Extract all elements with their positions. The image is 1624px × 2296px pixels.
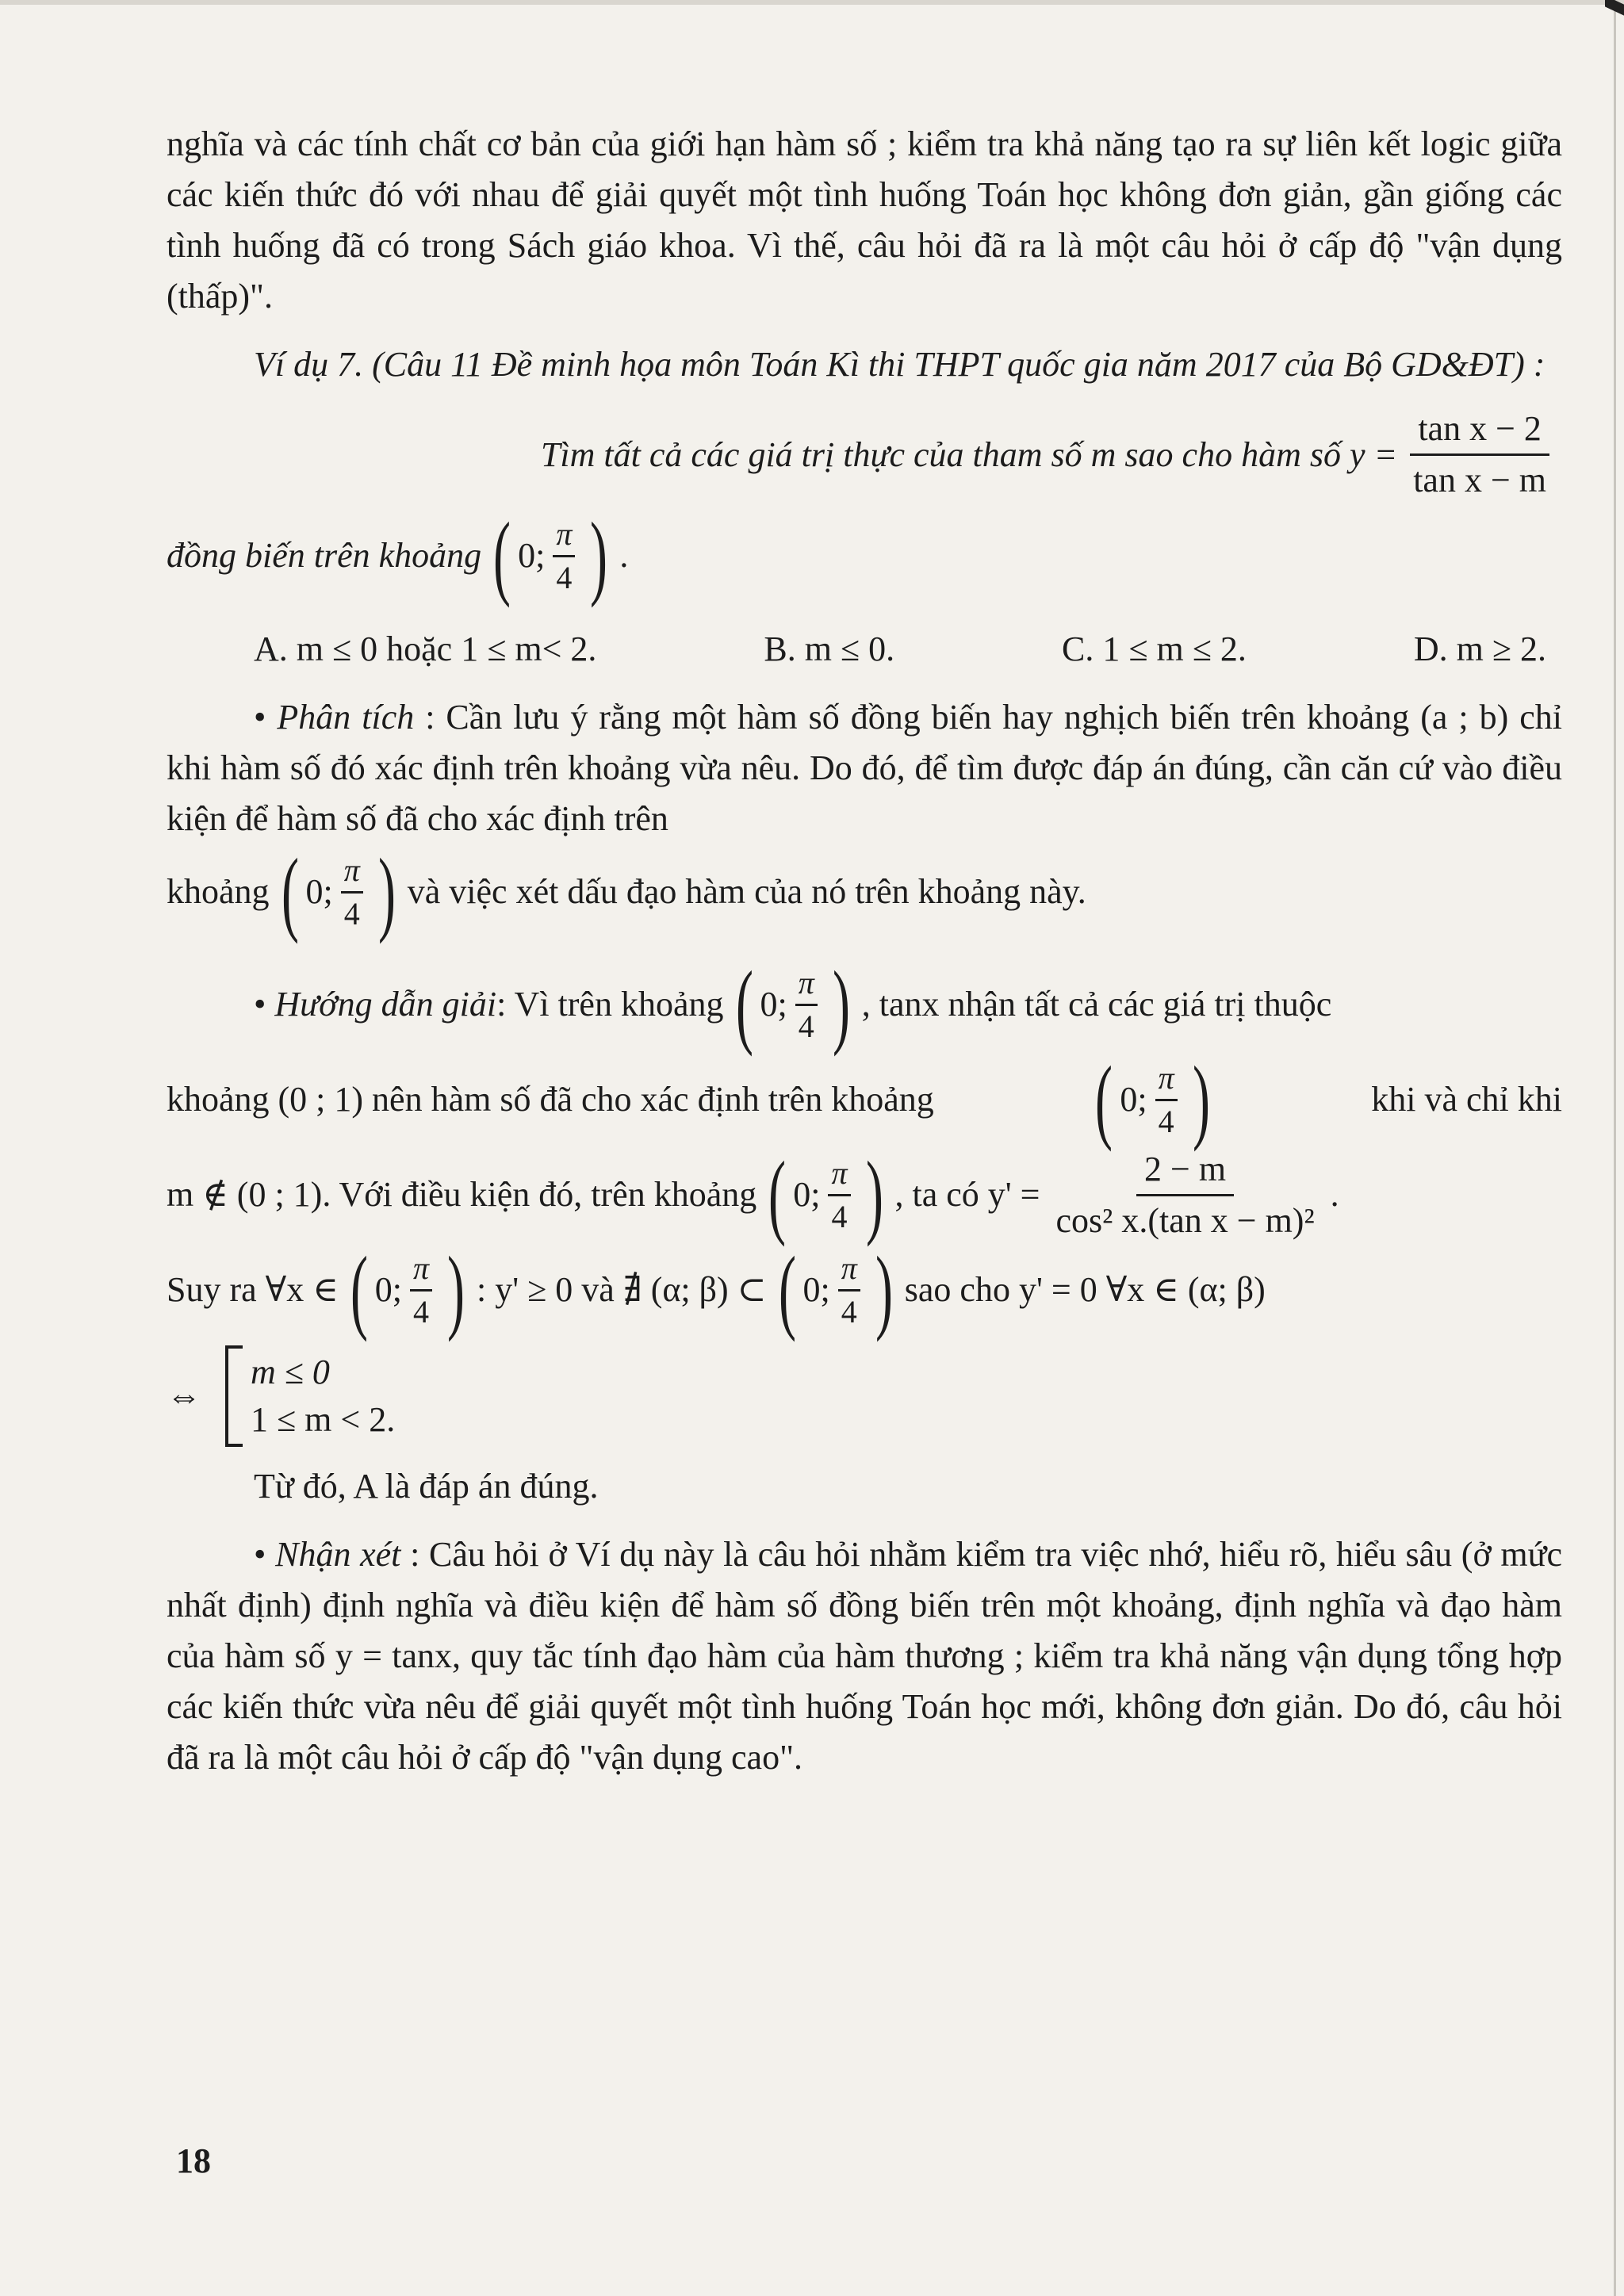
guide-line3-mid: , ta có y' =	[894, 1175, 1040, 1214]
interval-left: 0;	[374, 1270, 402, 1309]
equivalence-system	[167, 1345, 1562, 1447]
analysis-paragraph	[167, 692, 1562, 844]
pi-over-4	[410, 1251, 432, 1330]
bullet: •	[254, 698, 266, 737]
page-right-edge	[1614, 0, 1616, 2296]
interval-0-pi4: ( 0; $\frac{\pi}{4}$ )	[735, 951, 850, 1057]
pi-over-4	[1155, 1061, 1178, 1139]
guide-label: Hướng dẫn giải	[274, 985, 497, 1024]
interval-0-pi4: ( 0; $\frac{\pi}{4}$ )	[1095, 1047, 1210, 1152]
denominator-4: 4	[343, 895, 360, 932]
denominator-4: 4	[556, 559, 573, 595]
condition-2: 1 ≤ m < 2.	[251, 1400, 396, 1439]
pi-symbol: π	[828, 1156, 850, 1196]
pi-symbol: π	[341, 853, 363, 894]
remark-label: Nhận xét	[275, 1535, 401, 1574]
condition-1: m ≤ 0	[251, 1353, 330, 1391]
denominator-4: 4	[413, 1293, 429, 1330]
function-fraction	[1405, 408, 1554, 502]
question-line2-prefix: đồng biến trên khoảng	[167, 536, 482, 575]
function-numerator: tan x − 2	[1410, 408, 1549, 456]
guide-line-4	[167, 1237, 1562, 1342]
example-heading: Ví dụ 7. (Câu 11 Đề minh họa môn Toán Kì thi THPT quốc gia năm 2017 của Bộ GD&ĐT) :	[254, 345, 1545, 384]
intro-paragraph: nghĩa và các tính chất cơ bản của giới hạn hàm số ; kiểm tra khả năng tạo ra sự liên kết logic giữa các kiến thức đó với nhau để giải quyết một tình huống Toán học không đơn giản, gần giống các tình huống đã có trong Sách giáo khoa. Vì thế, câu hỏi đã ra là một câu hỏi ở cấp độ "vận dụng (thấp)".	[167, 124, 1562, 316]
denominator-4: 4	[798, 1008, 814, 1044]
equivalence-symbol: ⇔	[167, 1376, 201, 1415]
question-lead: Tìm tất cả các giá trị thực của tham số m sao cho hàm số y =	[540, 434, 1398, 474]
denominator-4: 4	[1158, 1103, 1174, 1139]
denominator-4: 4	[841, 1293, 857, 1330]
question-line-1	[167, 408, 1562, 502]
analysis-line2-suffix: và việc xét dấu đạo hàm của nó trên khoảng này.	[407, 872, 1086, 911]
pi-over-4	[838, 1251, 860, 1330]
interval-left: 0;	[1120, 1080, 1147, 1119]
guide-line-2	[167, 1047, 1562, 1152]
pi-over-4	[795, 966, 818, 1044]
guide-line3-suffix: .	[1330, 1175, 1339, 1214]
option-d: D. m ≥ 2.	[1413, 629, 1546, 668]
pi-symbol: π	[838, 1251, 860, 1292]
interval-left: 0;	[793, 1175, 821, 1214]
guide-line2-suffix: khi và chỉ khi	[1371, 1080, 1562, 1119]
analysis-line-2	[167, 839, 1562, 944]
pi-over-4	[828, 1156, 850, 1234]
guide-line-1	[167, 951, 1562, 1057]
pi-symbol: π	[553, 517, 575, 557]
page-body	[167, 119, 1562, 1783]
guide-line4-prefix: Suy ra ∀x ∈	[167, 1270, 339, 1309]
derivative-denominator: cos² x.(tan x − m)²	[1055, 1200, 1315, 1240]
pi-over-4	[553, 517, 575, 595]
conclusion: Từ đó, A là đáp án đúng.	[254, 1467, 599, 1506]
interval-left: 0;	[305, 872, 333, 911]
option-a: A. m ≤ 0 hoặc 1 ≤ m< 2.	[254, 629, 597, 668]
interval-left: 0;	[802, 1270, 830, 1309]
guide-line-3	[167, 1142, 1562, 1247]
guide-line2-prefix: khoảng (0 ; 1) nên hàm số đã cho xác định trên khoảng	[167, 1080, 934, 1119]
remark-text: : Câu hỏi ở Ví dụ này là câu hỏi nhằm kiểm tra việc nhớ, hiểu rõ, hiểu sâu (ở mức nhất định) định nghĩa và điều kiện để hàm số đồng biến trên một khoảng, định nghĩa và đạo hàm của hàm số y = tanx, quy tắc tính đạo hàm của hàm thương ; kiểm tra khả năng vận dụng tổng hợp các kiến thức vừa nêu để giải quyết một tình huống Toán học mới, không đơn giản. Do đó, câu hỏi đã ra là một câu hỏi ở cấp độ "vận dụng cao".	[167, 1535, 1563, 1777]
pi-symbol: π	[795, 966, 818, 1006]
page-top-edge	[0, 0, 1624, 5]
interval-left: 0;	[518, 536, 546, 575]
option-b: B. m ≤ 0.	[764, 629, 895, 668]
interval-0-pi4: ( 0; $\frac{\pi}{4}$ )	[778, 1237, 893, 1342]
bullet: •	[254, 985, 266, 1024]
bracket-bar	[225, 1345, 243, 1447]
condition-bracket	[225, 1345, 395, 1447]
interval-0-pi4: ( 0; $\frac{\pi}{4}$ )	[493, 503, 608, 608]
guide-line4-mid: : y' ≥ 0 và ∄ (α; β) ⊂	[477, 1270, 767, 1309]
option-c: C. 1 ≤ m ≤ 2.	[1062, 629, 1247, 668]
guide-line4-suffix: sao cho y' = 0 ∀x ∈ (α; β)	[904, 1270, 1266, 1309]
remark-paragraph	[167, 1529, 1562, 1783]
guide-line1-prefix: : Vì trên khoảng	[496, 985, 724, 1024]
analysis-text: : Cần lưu ý rằng một hàm số đồng biến hay nghịch biến trên khoảng (a ; b) chỉ khi hàm số đó xác định trên khoảng vừa nêu. Do đó, để tìm được đáp án đúng, cần căn cứ vào điều kiện để hàm số đã cho xác định trên	[167, 698, 1563, 838]
question-line-2	[167, 503, 1562, 608]
interval-0-pi4: ( 0; $\frac{\pi}{4}$ )	[281, 839, 396, 944]
guide-line3-prefix: m ∉ (0 ; 1). Với điều kiện đó, trên khoảng	[167, 1175, 757, 1214]
page-number: 18	[176, 2141, 211, 2180]
denominator-4: 4	[831, 1198, 848, 1234]
derivative-fraction	[1048, 1148, 1323, 1242]
bullet: •	[254, 1535, 266, 1574]
function-denominator: tan x − m	[1413, 461, 1546, 499]
interval-left: 0;	[760, 985, 787, 1024]
question-line2-suffix: .	[619, 536, 629, 575]
interval-0-pi4: ( 0; $\frac{\pi}{4}$ )	[350, 1237, 465, 1342]
answer-options	[167, 624, 1562, 675]
interval-0-pi4: ( 0; $\frac{\pi}{4}$ )	[768, 1142, 883, 1247]
analysis-label: Phân tích	[277, 698, 415, 737]
pi-symbol: π	[410, 1251, 432, 1292]
pi-symbol: π	[1155, 1061, 1178, 1101]
pi-over-4	[341, 853, 363, 932]
analysis-line2-prefix: khoảng	[167, 872, 270, 911]
derivative-numerator: 2 − m	[1136, 1148, 1234, 1196]
guide-line1-suffix: , tanx nhận tất cả các giá trị thuộc	[861, 985, 1332, 1024]
